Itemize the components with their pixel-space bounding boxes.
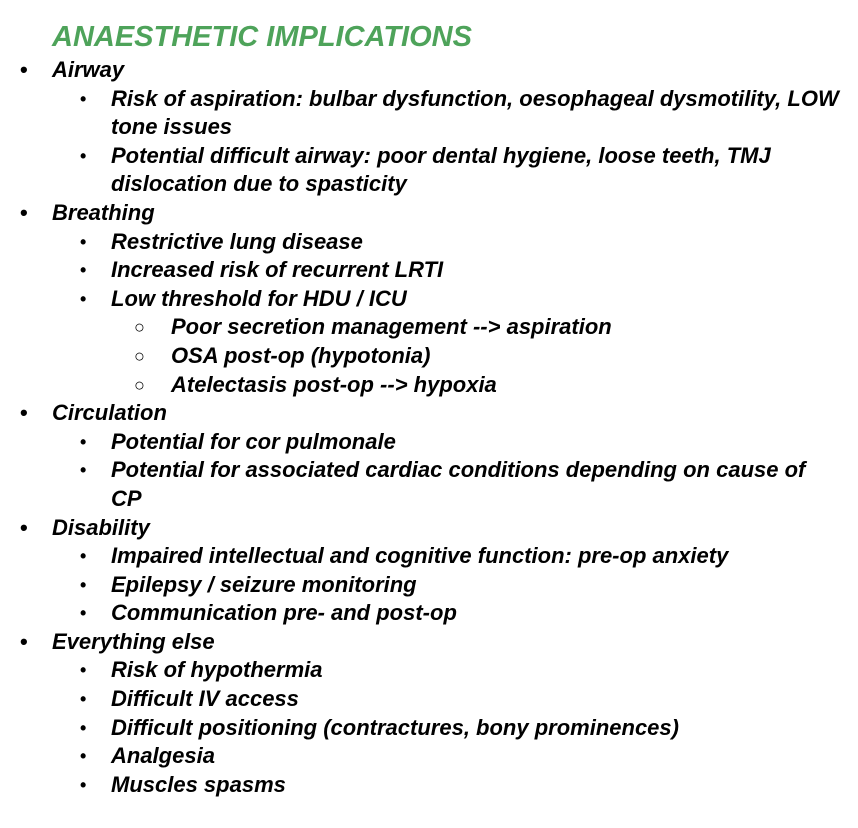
sub-list-item bbox=[0, 342, 858, 371]
section-heading: Circulation bbox=[52, 400, 167, 426]
list-item-text: Communication pre- and post-op bbox=[111, 600, 457, 626]
section-heading: Breathing bbox=[52, 199, 155, 225]
list-item-text: Increased risk of recurrent LRTI bbox=[111, 257, 444, 283]
sub-list-item bbox=[0, 313, 858, 342]
bullet-icon: • bbox=[80, 145, 87, 166]
list-item-text: Analgesia bbox=[111, 743, 215, 769]
sub-list-item-text: OSA post-op (hypotonia) bbox=[171, 342, 431, 368]
section-3 bbox=[0, 514, 858, 543]
outline-list bbox=[0, 56, 858, 799]
list-item-text: Difficult IV access bbox=[111, 686, 299, 712]
list-item bbox=[0, 285, 858, 314]
list-item-text: Epilepsy / seizure monitoring bbox=[111, 571, 417, 597]
circle-bullet-icon: ○ bbox=[134, 345, 145, 366]
list-item bbox=[0, 599, 858, 628]
bullet-icon: • bbox=[20, 199, 28, 225]
section-heading: Airway bbox=[52, 57, 125, 82]
bullet-icon: • bbox=[80, 460, 87, 481]
page-title: ANAESTHETIC IMPLICATIONS bbox=[52, 21, 472, 53]
list-item-text: Impaired intellectual and cognitive function: pre-op anxiety bbox=[111, 543, 729, 569]
bullet-icon: • bbox=[80, 260, 87, 281]
section-heading: Everything else bbox=[52, 628, 215, 654]
bullet-icon: • bbox=[20, 57, 28, 82]
bullet-icon: • bbox=[80, 689, 87, 710]
bullet-icon: • bbox=[80, 231, 87, 252]
list-item bbox=[0, 542, 858, 571]
bullet-icon: • bbox=[20, 514, 28, 540]
section-0 bbox=[0, 56, 858, 85]
bullet-icon: • bbox=[80, 746, 87, 767]
list-item bbox=[0, 571, 858, 600]
list-item-text: Restrictive lung disease bbox=[111, 228, 363, 254]
list-item-text: Potential for cor pulmonale bbox=[111, 428, 396, 454]
list-item bbox=[0, 256, 858, 285]
bullet-icon: • bbox=[80, 546, 87, 567]
list-item bbox=[0, 228, 858, 257]
list-item-text: Difficult positioning (contractures, bony prominences) bbox=[111, 714, 679, 740]
list-item-text: Low threshold for HDU / ICU bbox=[111, 285, 407, 311]
list-item-text: Risk of aspiration: bulbar dysfunction, oesophageal dysmotility, LOW tone issues bbox=[111, 85, 839, 140]
circle-bullet-icon: ○ bbox=[134, 317, 145, 338]
bullet-icon: • bbox=[80, 603, 87, 624]
sub-list-item-text: Atelectasis post-op --> hypoxia bbox=[171, 371, 497, 397]
section-heading: Disability bbox=[52, 514, 150, 540]
list-item bbox=[0, 656, 858, 685]
list-item bbox=[0, 85, 858, 142]
list-item-text: Potential difficult airway: poor dental hygiene, loose teeth, TMJ dislocation due to spasticity bbox=[111, 142, 771, 197]
bullet-icon: • bbox=[80, 288, 87, 309]
list-item bbox=[0, 771, 858, 800]
list-item bbox=[0, 456, 858, 513]
list-item bbox=[0, 428, 858, 457]
bullet-icon: • bbox=[80, 774, 87, 795]
bullet-icon: • bbox=[20, 628, 28, 654]
list-item-text: Risk of hypothermia bbox=[111, 657, 323, 683]
circle-bullet-icon: ○ bbox=[134, 374, 145, 395]
list-item bbox=[0, 685, 858, 714]
bullet-icon: • bbox=[80, 660, 87, 681]
bullet-icon: • bbox=[80, 88, 87, 109]
bullet-icon: • bbox=[80, 431, 87, 452]
bullet-icon: • bbox=[20, 400, 28, 426]
sub-list-item bbox=[0, 371, 858, 400]
section-4 bbox=[0, 628, 858, 657]
list-item bbox=[0, 742, 858, 771]
list-item bbox=[0, 142, 858, 199]
bullet-icon: • bbox=[80, 717, 87, 738]
list-item-text: Muscles spasms bbox=[111, 771, 286, 797]
sub-list-item-text: Poor secretion management --> aspiration bbox=[171, 314, 612, 340]
section-2 bbox=[0, 399, 858, 428]
bullet-icon: • bbox=[80, 574, 87, 595]
list-item bbox=[0, 714, 858, 743]
list-item-text: Potential for associated cardiac conditions depending on cause of CP bbox=[111, 457, 806, 511]
section-1 bbox=[0, 199, 858, 228]
